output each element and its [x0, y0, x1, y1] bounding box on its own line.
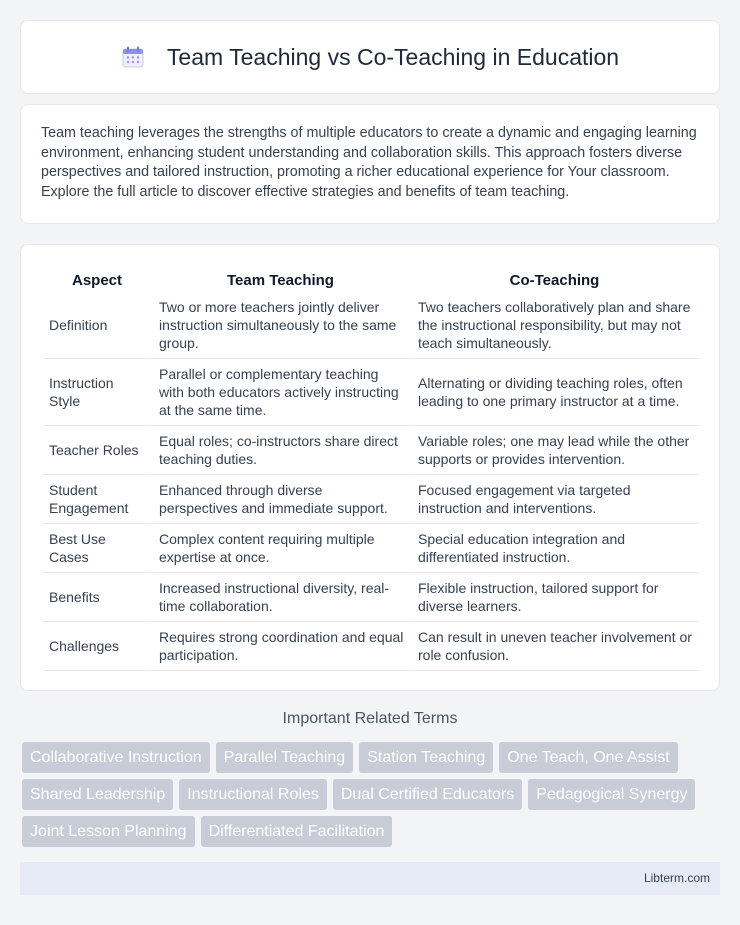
cell-co-teaching: Special education integration and differentiated instruction. — [410, 524, 699, 573]
cell-aspect: Definition — [43, 293, 151, 359]
footer-site-link[interactable]: Libterm.com — [643, 871, 710, 885]
footer — [20, 862, 720, 895]
table-row — [43, 573, 699, 622]
related-term-tag[interactable]: Pedagogical Synergy — [528, 779, 695, 810]
cell-team-teaching: Complex content requiring multiple expertise at once. — [151, 524, 410, 573]
cell-team-teaching: Parallel or complementary teaching with both educators actively instructing at the same time. — [151, 359, 410, 426]
table-row — [43, 293, 699, 359]
comparison-card — [20, 244, 720, 691]
cell-team-teaching: Equal roles; co-instructors share direct teaching duties. — [151, 426, 410, 475]
related-term-tag[interactable]: Station Teaching — [359, 742, 493, 773]
cell-team-teaching: Increased instructional diversity, real-time collaboration. — [151, 573, 410, 622]
cell-aspect: Benefits — [43, 573, 151, 622]
cell-co-teaching: Flexible instruction, tailored support for diverse learners. — [410, 573, 699, 622]
table-header-row — [43, 261, 699, 293]
cell-aspect: Challenges — [43, 622, 151, 671]
cell-co-teaching: Two teachers collaboratively plan and share the instructional responsibility, but may not teach simultaneously. — [410, 293, 699, 359]
comparison-table — [43, 261, 699, 671]
cell-co-teaching: Focused engagement via targeted instruction and interventions. — [410, 475, 699, 524]
cell-team-teaching: Requires strong coordination and equal participation. — [151, 622, 410, 671]
related-terms-title: Important Related Terms — [282, 710, 458, 727]
intro-card — [20, 104, 720, 224]
header-co-teaching: Co-Teaching — [509, 271, 600, 289]
related-term-tag[interactable]: Joint Lesson Planning — [22, 816, 195, 847]
related-terms-list — [22, 742, 722, 853]
cell-co-teaching: Alternating or dividing teaching roles, often leading to one primary instructor at a time. — [410, 359, 699, 426]
header-aspect: Aspect — [71, 271, 123, 289]
cell-co-teaching: Variable roles; one may lead while the other supports or provides intervention. — [410, 426, 699, 475]
related-term-tag[interactable]: Collaborative Instruction — [22, 742, 210, 773]
table-row — [43, 359, 699, 426]
related-term-tag[interactable]: Shared Leadership — [22, 779, 173, 810]
related-term-tag[interactable]: One Teach, One Assist — [499, 742, 677, 773]
header-team-teaching: Team Teaching — [227, 271, 334, 289]
cell-co-teaching: Can result in uneven teacher involvement or role confusion. — [410, 622, 699, 671]
cell-aspect: Best Use Cases — [43, 524, 151, 573]
intro-paragraph: Team teaching leverages the strengths of multiple educators to create a dynamic and engaging learning environment, enhancing student understanding and collaboration skills. This approach fosters diverse perspectives and tailored instruction, promoting a richer educational experience for Your classroom. Explore the full article to discover effective strategies and benefits of team teaching. — [41, 125, 697, 200]
cell-aspect: Instruction Style — [43, 359, 151, 426]
page-title: Team Teaching vs Co-Teaching in Education — [166, 43, 620, 70]
cell-aspect: Student Engagement — [43, 475, 151, 524]
table-row — [43, 475, 699, 524]
title-card — [20, 20, 720, 94]
related-term-tag[interactable]: Instructional Roles — [179, 779, 327, 810]
table-row — [43, 426, 699, 475]
cell-team-teaching: Two or more teachers jointly deliver instruction simultaneously to the same group. — [151, 293, 410, 359]
cell-aspect: Teacher Roles — [43, 426, 151, 475]
related-term-tag[interactable]: Parallel Teaching — [216, 742, 354, 773]
related-term-tag[interactable]: Differentiated Facilitation — [201, 816, 393, 847]
table-row — [43, 524, 699, 573]
table-row — [43, 622, 699, 671]
cell-team-teaching: Enhanced through diverse perspectives and immediate support. — [151, 475, 410, 524]
related-term-tag[interactable]: Dual Certified Educators — [333, 779, 522, 810]
calendar-icon — [121, 45, 145, 69]
